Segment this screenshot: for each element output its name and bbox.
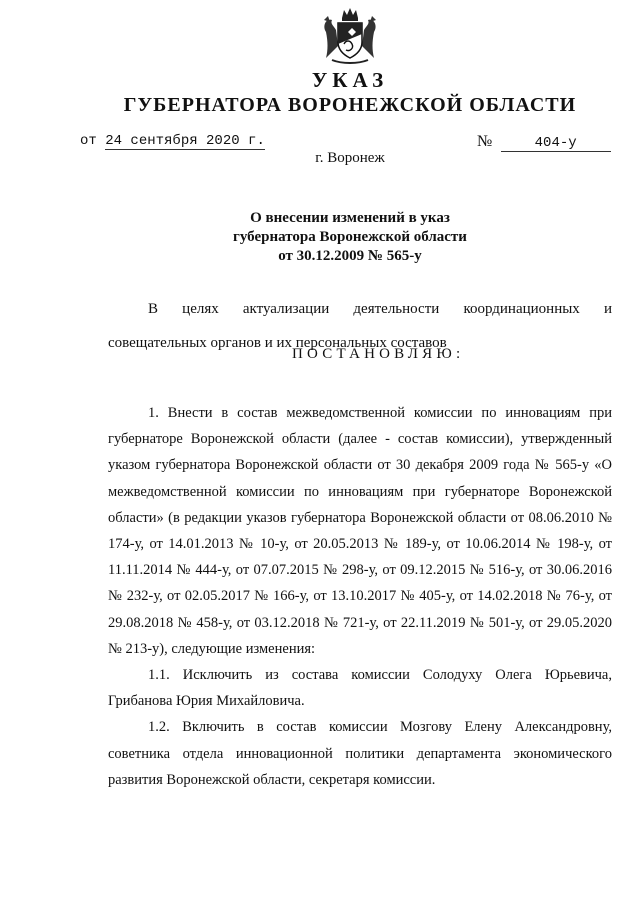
- date-prefix: от: [80, 133, 97, 149]
- number-sign: №: [477, 133, 493, 150]
- preamble-line: В целях актуализации деятельности координационных и: [148, 301, 612, 317]
- decree-word: ПОСТАНОВЛЯЮ:: [292, 346, 465, 362]
- subject-line: О внесении изменений в указ: [250, 210, 450, 226]
- paragraph-1-2: 1.2. Включить в состав комиссии Мозгову Елену Александровну, советника отдела инновационной политики департамента экономического развития Воронежской области, секретаря комиссии.: [108, 719, 612, 788]
- document-date-line: [80, 133, 265, 149]
- document-date: 24 сентября 2020 г.: [105, 133, 265, 149]
- coat-of-arms-icon: [318, 6, 382, 66]
- document-subtitle: ГУБЕРНАТОРА ВОРОНЕЖСКОЙ ОБЛАСТИ: [123, 94, 577, 116]
- paragraph-1-1: 1.1. Исключить из состава комиссии Солодуху Олега Юрьевича, Грибанова Юрия Михайловича.: [108, 667, 612, 710]
- paragraph-1: 1. Внести в состав межведомственной комиссии по инновациям при губернаторе Воронежской области (далее - состав комиссии), утвержденный указом губернатора Воронежской области от 30 декабря 2009 года № 565-у «О межведомственной комиссии по инновациям при губернаторе Воронежской области» (в редакции указов губернатора Воронежской области от 08.06.2010 № 174-у, от 14.01.2013 № 10-у, от 20.05.2013 № 189-у, от 10.06.2014 № 198-у, от 11.11.2014 № 444-у, от 07.07.2015 № 298-у, от 09.12.2015 № 516-у, от 30.06.2016 № 232-у, от 02.05.2017 № 166-у, от 13.10.2017 № 405-у, от 14.02.2018 № 76-у, от 29.08.2018 № 458-у, от 03.12.2018 № 721-у, от 22.11.2019 № 501-у, от 29.05.2020 № 213-у), следующие изменения:: [108, 405, 612, 657]
- document-number: 404-у: [501, 135, 611, 152]
- preamble-line: совещательных органов и их персональных составов: [108, 335, 447, 351]
- document-body: [108, 400, 612, 793]
- subject-line: от 30.12.2009 № 565-у: [278, 248, 422, 264]
- subject-line: губернатора Воронежской области: [233, 229, 467, 245]
- document-city: г. Воронеж: [315, 150, 385, 166]
- document-title: УКАЗ: [311, 68, 389, 92]
- document-subject: [0, 209, 640, 266]
